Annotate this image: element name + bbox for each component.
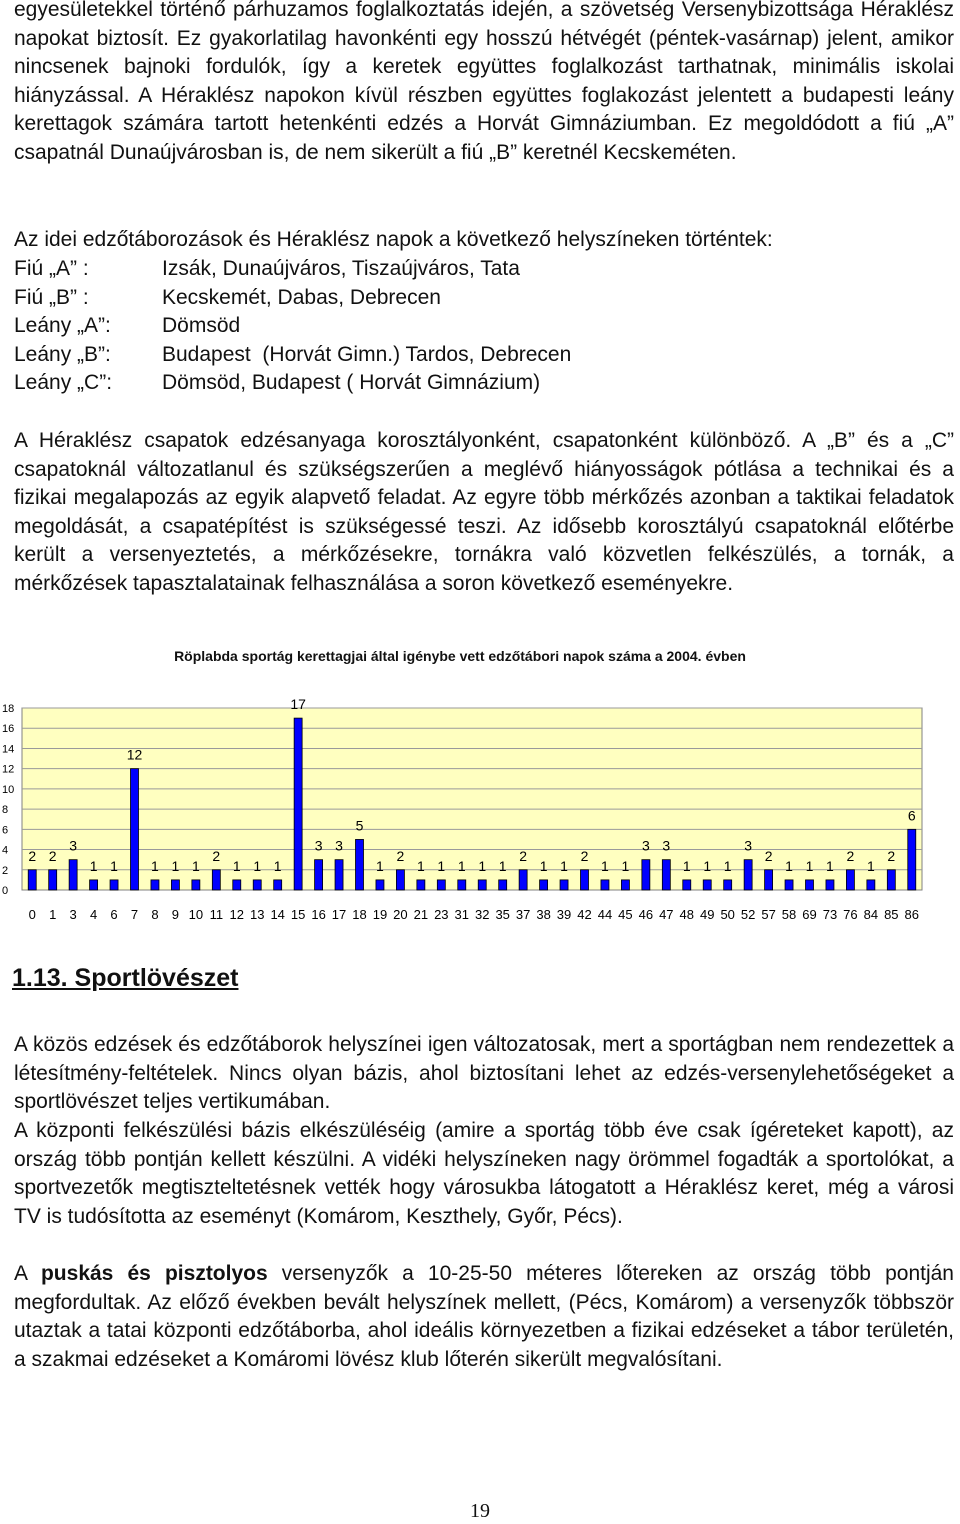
bar <box>887 870 895 890</box>
x-tick-label: 19 <box>372 907 388 922</box>
x-tick-label: 86 <box>904 907 920 922</box>
data-label: 2 <box>396 847 405 864</box>
x-tick-label: 4 <box>89 907 98 922</box>
y-tick-label: 4 <box>2 844 9 857</box>
x-tick-label: 6 <box>110 907 118 922</box>
section-heading: 1.13. Sportlövészet <box>12 964 239 992</box>
location-row-fiu-a <box>14 255 571 284</box>
x-tick-label: 73 <box>822 907 838 922</box>
bar <box>458 880 466 890</box>
data-label: 1 <box>601 857 609 874</box>
y-axis-ticks <box>2 703 14 897</box>
location-team: Leány „B”: <box>14 342 111 366</box>
location-team: Fiú „A” : <box>14 257 89 280</box>
data-label: 1 <box>539 857 548 874</box>
bar <box>171 880 179 890</box>
x-tick-label: 31 <box>454 907 470 922</box>
data-label: 1 <box>232 857 241 874</box>
x-tick-label: 35 <box>495 907 510 922</box>
x-tick-label: 8 <box>151 907 159 922</box>
x-tick-label: 9 <box>171 907 180 922</box>
data-label: 1 <box>498 857 507 874</box>
x-tick-label: 57 <box>761 907 776 922</box>
data-label: 3 <box>662 837 671 854</box>
paragraph-rest: versenyzők a 10-25-50 méteres lőtereken az ország több pontján megfordultak. Az előző években bevált helyszínek mellett, (Pécs, Komárom) a versenyzők többször utaztak a tatai központi edzőtáborba, ahol ideális környezetben a fizikai edzéseket a tábor területén, a szakmai edzéseket a Komáromi lövész klub lőterén sikerült megvalósítani. <box>14 1262 954 1371</box>
bar <box>846 870 854 890</box>
data-label: 17 <box>290 696 306 713</box>
bar <box>417 880 425 890</box>
data-label: 3 <box>335 837 343 854</box>
x-tick-label: 52 <box>740 907 756 922</box>
data-label: 1 <box>416 857 425 874</box>
data-label: 3 <box>744 837 753 854</box>
data-label: 2 <box>519 847 528 864</box>
paragraph-lead: A <box>14 1262 41 1285</box>
location-team: Leány „C”: <box>14 371 113 395</box>
x-tick-label: 7 <box>130 907 139 922</box>
x-tick-label: 85 <box>884 907 899 922</box>
bar <box>110 880 118 890</box>
shooting-paragraph-2: A központi felkészülési bázis elkészüléséig (amire a sportág több éve csak ígéreteket kapott), az ország több pontján kellett készülni. A vidéki helyszíneken nagy örömmel fogadták a sportolókat, a sportvezetők megtiszteltetésnek vették hogy városukba látogatott a Héraklész keret, még a városi TV is tudósította az eseményt (Komárom, Keszthely, Győr, Pécs). <box>14 1119 954 1228</box>
bar <box>499 880 507 890</box>
bar <box>192 880 200 890</box>
data-label: 1 <box>110 857 118 874</box>
intro-paragraph: egyesületekkel történő párhuzamos foglalkoztatás idején, a szövetség Versenybizottsága Héraklész napokat biztosít. Ez gyakorlatilag havonkénti egy hosszú hétvégét (péntek-vasárnap) jelent, amikor nincsenek bajnoki fordulók, így a keretek együttes foglalkozást tarthatnak, minimális iskolai hiányzással. A Héraklész napokon kívül részben együttes foglakozást jelentett a budapesti leány kerettagok számára tartott hetenkénti edzés a Horvát Gimnáziumban. Ez megoldódott a fiú „A” csapatnál Dunaújvárosban is, de nem sikerült a fiú „B” keretnél Kecskeméten. <box>14 0 954 164</box>
location-team: Leány „A”: <box>14 314 111 338</box>
x-tick-label: 45 <box>618 907 633 922</box>
data-label: 12 <box>126 746 143 763</box>
bar <box>540 880 548 890</box>
data-label: 2 <box>887 847 896 864</box>
bar <box>908 829 916 890</box>
location-places: Kecskemét, Dabas, Debrecen <box>162 285 441 309</box>
bar <box>683 880 691 890</box>
bar <box>294 718 302 890</box>
bar <box>560 880 568 890</box>
bar <box>396 870 404 890</box>
data-label: 1 <box>560 857 568 874</box>
data-label: 1 <box>191 857 200 874</box>
data-label: 2 <box>764 847 773 864</box>
y-tick-label: 2 <box>2 864 9 877</box>
x-tick-label: 23 <box>434 907 449 922</box>
shooting-paragraph-1: A közös edzések és edzőtáborok helyszínei igen változatosak, mert a sportágban nem rendezettek a létesítmény-feltételek. Nincs olyan bázis, ahol biztosítani lehet az edzés-versenylehetőségeket a sportlövészet teljes vertikumában. <box>14 1033 954 1114</box>
training-paragraph: A Héraklész csapatok edzésanyaga korosztályonként, csapatonként különböző. A „B” és a „C” csapatoknál változatlanul és szükségszerűen a meglévő hiányosságok pótlása a technikai és a fizikai megalapozás az egyik alapvető feladat. Az egyre több mérkőzés azonban a taktikai feladatok megoldását, a csapatépítést is szükségessé teszi. Az idősebb korosztályú csapatoknál előtérbe került a versenyeztetés, a mérkőzésekre, tornákra való közvetlen felkészülés, a tornák, a mérkőzések tapasztalatainak felhasználása a soron következő eseményekre. <box>14 429 954 595</box>
x-tick-label: 10 <box>188 907 204 922</box>
x-tick-label: 44 <box>597 907 613 922</box>
bar <box>253 880 261 890</box>
bar <box>519 870 527 890</box>
x-tick-label: 46 <box>638 907 654 922</box>
x-tick-label: 37 <box>515 907 531 922</box>
bar <box>765 870 773 890</box>
bar <box>376 880 384 890</box>
x-tick-label: 58 <box>781 907 797 922</box>
x-tick-label: 15 <box>290 907 306 922</box>
data-label: 1 <box>171 857 180 874</box>
bar <box>744 860 752 890</box>
data-label: 1 <box>376 857 384 874</box>
data-label: 2 <box>28 847 37 864</box>
bar <box>437 880 445 890</box>
x-tick-label: 50 <box>720 907 735 922</box>
data-label: 3 <box>314 837 323 854</box>
x-axis-ticks <box>29 907 919 922</box>
x-tick-label: 76 <box>843 907 858 922</box>
location-row-leany-c <box>14 369 571 398</box>
x-tick-label: 20 <box>393 907 408 922</box>
data-label: 2 <box>580 847 589 864</box>
bar <box>151 880 159 890</box>
bar <box>356 839 364 890</box>
x-tick-label: 21 <box>413 907 429 922</box>
shooting-paragraph-3 <box>14 1260 954 1374</box>
bar <box>642 860 650 890</box>
x-tick-label: 13 <box>249 907 265 922</box>
bar <box>69 860 77 890</box>
location-places: Izsák, Dunaújváros, Tiszaújváros, Tata <box>162 257 520 280</box>
bar <box>621 880 629 890</box>
data-label: 1 <box>457 857 466 874</box>
bar <box>826 880 834 890</box>
x-tick-label: 47 <box>659 907 674 922</box>
bar <box>601 880 609 890</box>
data-label: 6 <box>907 807 916 824</box>
x-tick-label: 69 <box>802 907 817 922</box>
data-label: 1 <box>89 857 98 874</box>
x-tick-label: 16 <box>311 907 326 922</box>
bar <box>233 880 241 890</box>
bar <box>131 769 139 890</box>
x-tick-label: 32 <box>474 907 490 922</box>
x-tick-label: 39 <box>556 907 572 922</box>
bar <box>274 880 282 890</box>
x-tick-label: 3 <box>69 907 77 922</box>
bar <box>28 870 36 890</box>
bar <box>212 870 220 890</box>
data-label: 1 <box>437 857 446 874</box>
bar <box>785 880 793 890</box>
locations-intro: Az idei edzőtáborozások és Héraklész napok a következő helyszíneken történtek: <box>14 228 773 251</box>
location-row-fiu-b <box>14 284 571 313</box>
data-label: 1 <box>723 857 732 874</box>
y-tick-label: 12 <box>2 763 15 776</box>
y-tick-label: 10 <box>2 783 15 796</box>
x-tick-label: 12 <box>229 907 245 922</box>
bar <box>703 880 711 890</box>
location-row-leany-a <box>14 312 571 341</box>
x-tick-label: 49 <box>699 907 715 922</box>
x-tick-label: 1 <box>49 907 57 922</box>
y-tick-label: 8 <box>2 804 9 817</box>
y-tick-label: 6 <box>2 824 9 837</box>
y-tick-label: 14 <box>2 743 15 756</box>
data-label: 5 <box>355 817 364 834</box>
data-label: 1 <box>478 857 487 874</box>
y-tick-label: 0 <box>2 885 9 897</box>
training-days-bar-chart <box>0 680 960 925</box>
x-tick-label: 48 <box>679 907 695 922</box>
data-label: 2 <box>48 847 57 864</box>
bar <box>315 860 323 890</box>
bar <box>49 870 57 890</box>
x-tick-label: 11 <box>209 907 224 922</box>
data-label: 1 <box>785 857 793 874</box>
data-label: 3 <box>69 837 78 854</box>
bar <box>478 880 486 890</box>
location-places: Dömsöd, Budapest ( Horvát Gimnázium) <box>162 371 541 395</box>
data-label: 1 <box>273 857 282 874</box>
x-tick-label: 18 <box>352 907 367 922</box>
data-label: 1 <box>826 857 834 874</box>
data-label: 1 <box>151 857 159 874</box>
data-label: 1 <box>805 857 814 874</box>
bar <box>806 880 814 890</box>
bar <box>867 880 875 890</box>
x-tick-label: 38 <box>536 907 551 922</box>
data-label: 1 <box>866 857 875 874</box>
bar <box>724 880 732 890</box>
locations-list <box>14 255 571 398</box>
data-label: 1 <box>682 857 691 874</box>
bar <box>662 860 670 890</box>
bar <box>581 870 589 890</box>
x-tick-label: 42 <box>577 907 592 922</box>
location-row-leany-b <box>14 341 571 370</box>
data-label: 2 <box>846 847 855 864</box>
data-label: 3 <box>641 837 650 854</box>
data-label: 2 <box>212 847 221 864</box>
x-tick-label: 0 <box>28 907 36 922</box>
x-tick-label: 84 <box>863 907 879 922</box>
bar <box>90 880 98 890</box>
y-tick-label: 16 <box>2 723 15 736</box>
page-number: 19 <box>470 1500 490 1522</box>
data-label: 1 <box>703 857 712 874</box>
x-tick-label: 17 <box>331 907 347 922</box>
data-label: 1 <box>253 857 262 874</box>
data-label: 1 <box>621 857 630 874</box>
bar <box>335 860 343 890</box>
location-team: Fiú „B” : <box>14 285 89 309</box>
location-places: Budapest (Horvát Gimn.) Tardos, Debrecen <box>162 342 572 366</box>
x-tick-label: 14 <box>270 907 285 922</box>
bold-phrase: puskás és pisztolyos <box>40 1262 268 1285</box>
location-places: Dömsöd <box>162 314 241 338</box>
y-tick-label: 18 <box>2 703 15 715</box>
chart-title: Röplabda sportág kerettagjai által igénybe vett edzőtábori napok száma a 2004. évben <box>174 648 746 664</box>
